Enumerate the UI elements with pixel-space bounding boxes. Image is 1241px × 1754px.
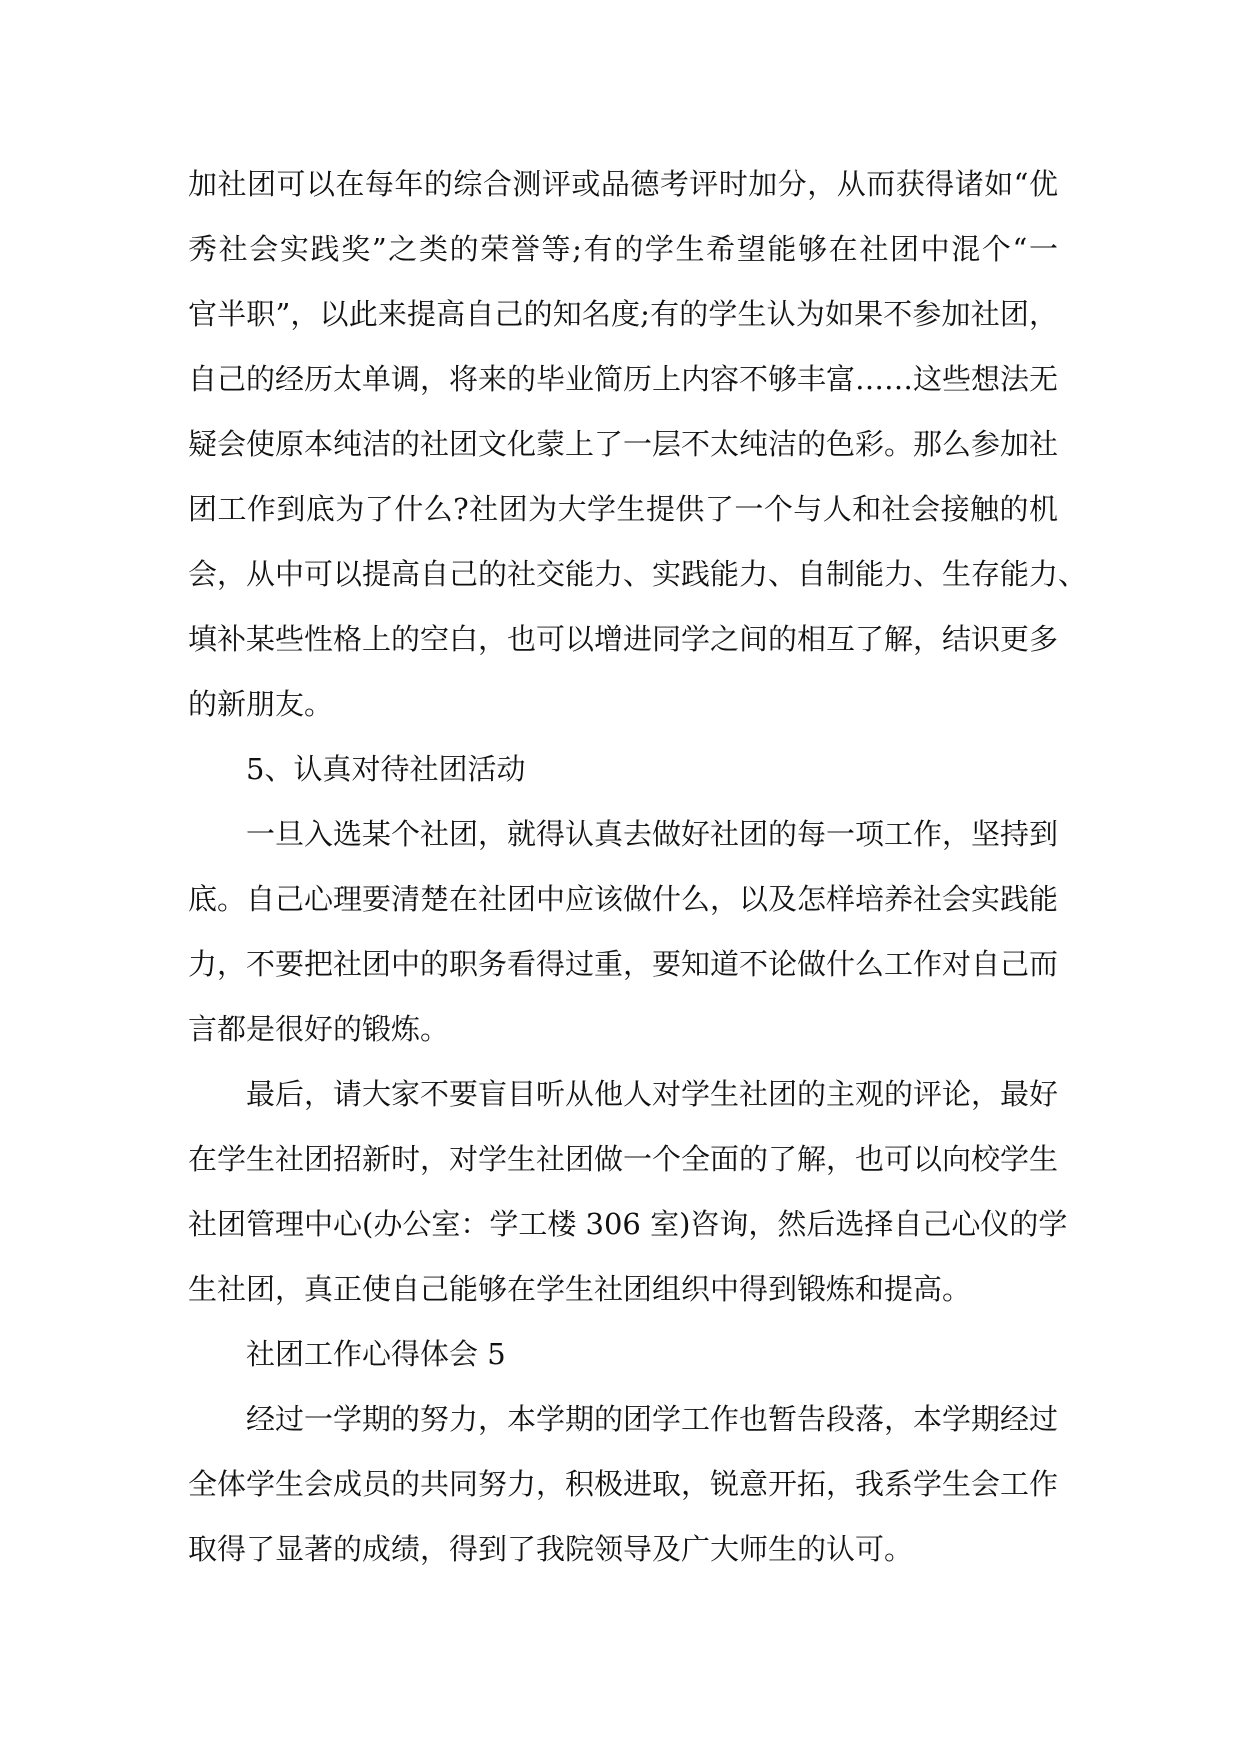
text-line: 最后，请大家不要盲目听从他人对学生社团的主观的评论，最好 bbox=[246, 1077, 1059, 1111]
title-text: 社团工作心得体会 5 bbox=[246, 1337, 506, 1371]
text-line: 底。自己心理要清楚在社团中应该做什么，以及怎样培养社会实践能 bbox=[188, 882, 1059, 916]
document-body bbox=[188, 152, 1088, 1582]
text-line: 疑会使原本纯洁的社团文化蒙上了一层不太纯洁的色彩。那么参加社 bbox=[188, 427, 1059, 461]
article-title bbox=[188, 1322, 1058, 1387]
text-line: 秀社会实践奖”之类的荣誉等;有的学生希望能够在社团中混个“一 bbox=[188, 232, 1058, 266]
paragraph bbox=[188, 1387, 1058, 1582]
text-line: 取得了显著的成绩，得到了我院领导及广大师生的认可。 bbox=[188, 1532, 914, 1566]
text-line: 在学生社团招新时，对学生社团做一个全面的了解，也可以向校学生 bbox=[188, 1142, 1059, 1176]
text-line: 生社团，真正使自己能够在学生社团组织中得到锻炼和提高。 bbox=[188, 1272, 972, 1306]
text-line: 自己的经历太单调，将来的毕业简历上内容不够丰富……这些想法无 bbox=[188, 362, 1059, 396]
text-line: 全体学生会成员的共同努力，积极进取，锐意开拓，我系学生会工作 bbox=[188, 1467, 1059, 1501]
paragraph-continuation bbox=[188, 152, 1088, 737]
text-line: 力，不要把社团中的职务看得过重，要知道不论做什么工作对自己而 bbox=[188, 947, 1059, 981]
text-line: 会，从中可以提高自己的社交能力、实践能力、自制能力、生存能力、 bbox=[188, 557, 1088, 591]
text-line: 社团管理中心(办公室：学工楼 306 室)咨询，然后选择自己心仪的学 bbox=[188, 1207, 1068, 1241]
section-heading bbox=[188, 737, 1058, 802]
text-line: 经过一学期的努力，本学期的团学工作也暂告段落，本学期经过 bbox=[246, 1402, 1059, 1436]
heading-text: 5、认真对待社团活动 bbox=[246, 752, 526, 786]
paragraph bbox=[188, 1062, 1068, 1322]
text-line: 一旦入选某个社团，就得认真去做好社团的每一项工作，坚持到 bbox=[246, 817, 1059, 851]
text-line: 团工作到底为了什么?社团为大学生提供了一个与人和社会接触的机 bbox=[188, 492, 1058, 526]
text-line: 官半职”，以此来提高自己的知名度;有的学生认为如果不参加社团， bbox=[188, 297, 1058, 331]
text-line: 的新朋友。 bbox=[188, 687, 334, 721]
text-line: 加社团可以在每年的综合测评或品德考评时加分，从而获得诸如“优 bbox=[188, 167, 1058, 201]
text-line: 填补某些性格上的空白，也可以增进同学之间的相互了解，结识更多 bbox=[188, 622, 1059, 656]
text-line: 言都是很好的锻炼。 bbox=[188, 1012, 450, 1046]
paragraph bbox=[188, 802, 1058, 1062]
